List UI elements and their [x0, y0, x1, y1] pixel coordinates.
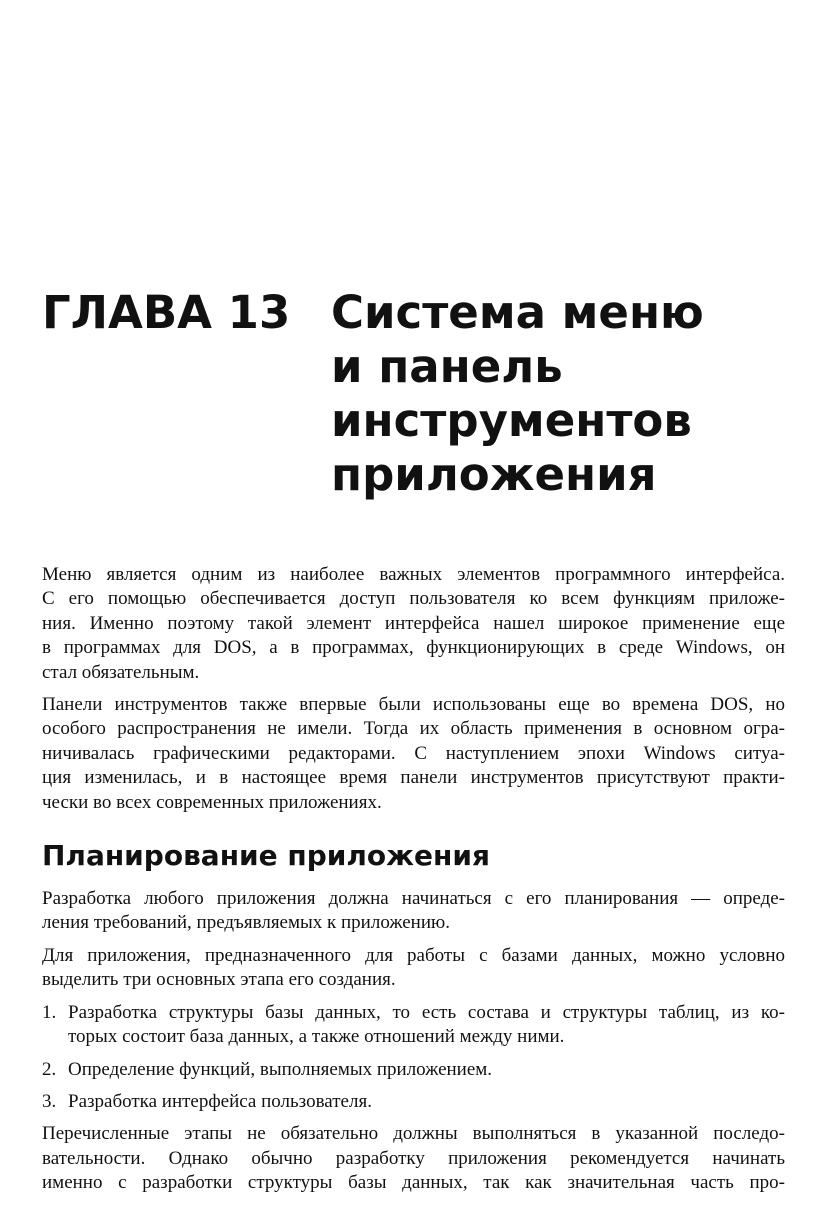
chapter-title-line: Система меню	[331, 286, 704, 339]
section-paragraph	[42, 944, 785, 993]
text-line: ления требований, предъявляемых к приложению.	[42, 912, 450, 934]
text-line: С его помощью обеспечивается доступ пользователя ко всем функциям приложе-	[42, 588, 785, 610]
chapter-title-line: инструментов	[331, 394, 692, 447]
text-line: Разработка структуры базы данных, то есть состава и структуры таблиц, из ко-	[68, 1001, 785, 1023]
chapter-title-line: приложения	[331, 448, 657, 501]
text-line: выделить три основных этапа его создания.	[42, 969, 396, 991]
page-body	[42, 563, 785, 1204]
list-item	[42, 1001, 785, 1050]
text-line: Разработка интерфейса пользователя.	[68, 1090, 372, 1112]
list-number: 3.	[42, 1090, 57, 1112]
text-line: в программах для DOS, а в программах, функционирующих в среде Windows, он	[42, 637, 785, 659]
text-line: ния. Именно поэтому такой элемент интерфейса нашел широкое применение еще	[42, 612, 785, 634]
text-line: вательности. Однако обычно разработку приложения рекомендуется начинать	[42, 1147, 785, 1169]
text-line: стал обязательным.	[42, 661, 200, 683]
list-number: 1.	[42, 1001, 57, 1023]
list-item	[42, 1090, 785, 1114]
text-line: Перечисленные этапы не обязательно должны выполняться в указанной последо-	[42, 1123, 785, 1145]
text-line: ничивалась графическими редакторами. С наступлением эпохи Windows ситуа-	[42, 742, 785, 764]
text-line: ция изменилась, и в настоящее время панели инструментов присутствуют практи-	[42, 767, 785, 789]
chapter-title-line: и панель	[331, 340, 563, 393]
text-line: Разработка любого приложения должна начинаться с его планирования — опреде-	[42, 888, 785, 910]
list-item	[42, 1058, 785, 1082]
text-line: именно с разработки структуры базы данных, так как значительная часть про-	[42, 1172, 785, 1194]
intro-paragraph	[42, 693, 785, 815]
text-line: особого распространения не имели. Тогда их область применения в основном огра-	[42, 718, 785, 740]
chapter-label: ГЛАВА 13	[42, 286, 291, 339]
chapter-title	[331, 286, 791, 502]
section-heading: Планирование приложения	[42, 839, 490, 873]
list-number: 2.	[42, 1058, 57, 1080]
text-line: Меню является одним из наиболее важных элементов программного интерфейса.	[42, 564, 785, 585]
text-line: Определение функций, выполняемых приложением.	[68, 1058, 493, 1080]
text-line: чески во всех современных приложениях.	[42, 791, 382, 813]
section-paragraph	[42, 887, 785, 936]
section-paragraph	[42, 1122, 785, 1195]
text-line: Панели инструментов также впервые были использованы еще во времена DOS, но	[42, 694, 785, 716]
text-line: торых состоит база данных, а также отношений между ними.	[68, 1026, 565, 1048]
text-line: Для приложения, предназначенного для работы с базами данных, можно условно	[42, 944, 785, 966]
intro-paragraph	[42, 563, 785, 685]
